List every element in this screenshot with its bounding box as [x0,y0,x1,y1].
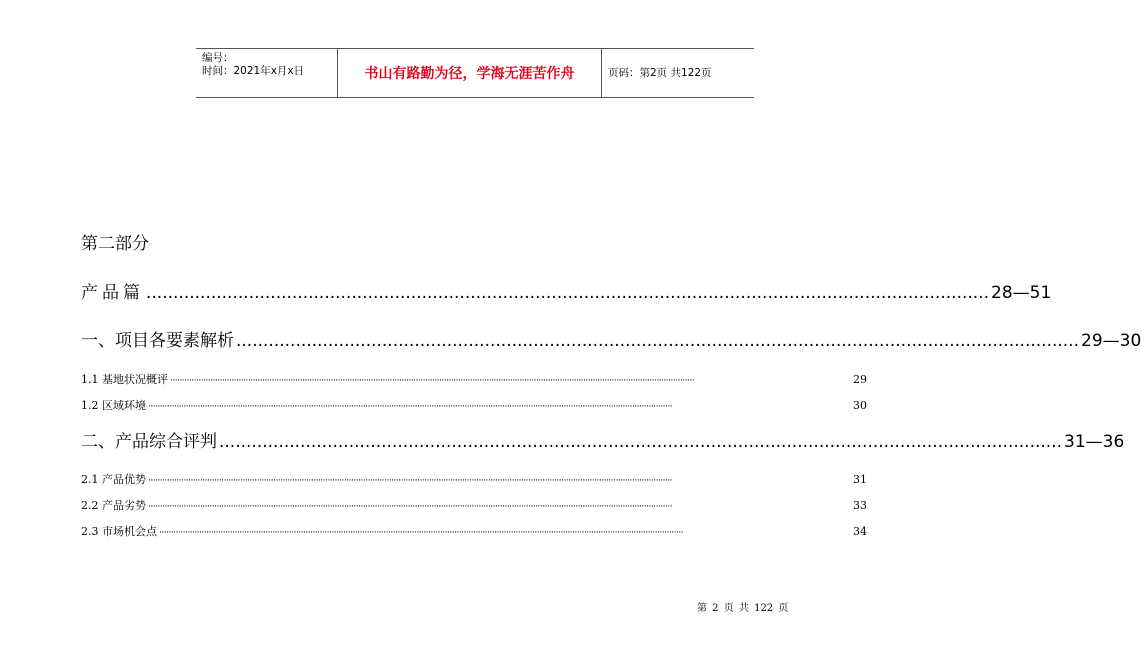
page-code: 页码：第2页 共122页 [608,67,712,79]
document-header [196,48,754,98]
leader-dots: ······························································································································································································································ [148,476,673,486]
toc-entry-title: 2.2 产品劣势 [81,499,146,512]
toc-entry-title: 1.2 区域环境 [81,399,146,412]
toc-entry-1-1[interactable] [81,373,867,388]
toc-entry-2-2[interactable] [81,499,867,514]
toc-entry-page: 31 [853,473,867,486]
leader-dots: ······························································································································································································································ [159,528,684,538]
toc-entry-page: 33 [853,499,867,512]
toc-entry-section-1[interactable] [81,330,1141,352]
toc-entry-page: 34 [853,525,867,538]
time-label: 时间：2021年x月x日 [202,65,305,77]
toc-entry-2-3[interactable] [81,525,867,540]
motto-text: 书山有路勤为径，学海无涯苦作舟 [364,66,575,82]
leader-dots: ······························································································································································································································ [170,376,695,386]
header-meta-cell [196,49,338,97]
toc-entry-2-1[interactable] [81,473,867,488]
leader-dots: ······························································································································································································································ [148,402,673,412]
toc-entry-title: 1.1 基地状况概评 [81,373,168,386]
toc-entry-page: 31—36 [1064,432,1125,452]
header-page-cell [602,49,754,97]
toc-entry-page: 28—51 [991,283,1052,303]
toc-entry-1-2[interactable] [81,399,867,414]
toc-entry-page: 29 [853,373,867,386]
leader-dots: ······························································································································································································································ [148,502,673,512]
leader-dots: ............................................................................................................................................................ [236,331,1079,351]
toc-entry-title: 2.1 产品优势 [81,473,146,486]
toc-entry-title: 2.3 市场机会点 [81,525,157,538]
number-label: 编号： [202,52,234,64]
leader-dots: ............................................................................................................................................................ [219,432,1062,452]
page-footer: 第 2 页 共 122 页 [697,603,789,614]
header-motto-cell [338,49,602,97]
leader-dots: ............................................................................................................................................................ [146,283,989,303]
toc-entry-page: 30 [853,399,867,412]
toc-entry-section-2[interactable] [81,431,1125,453]
toc-entry-title: 二、产品综合评判 [81,432,217,452]
toc-entry-title: 一、项目各要素解析 [81,331,234,351]
toc-entry-page: 29—30 [1081,331,1141,351]
part-title: 第二部分 [81,234,149,254]
toc-entry-product[interactable] [81,282,1052,304]
toc-entry-title: 产品篇 [81,283,144,303]
